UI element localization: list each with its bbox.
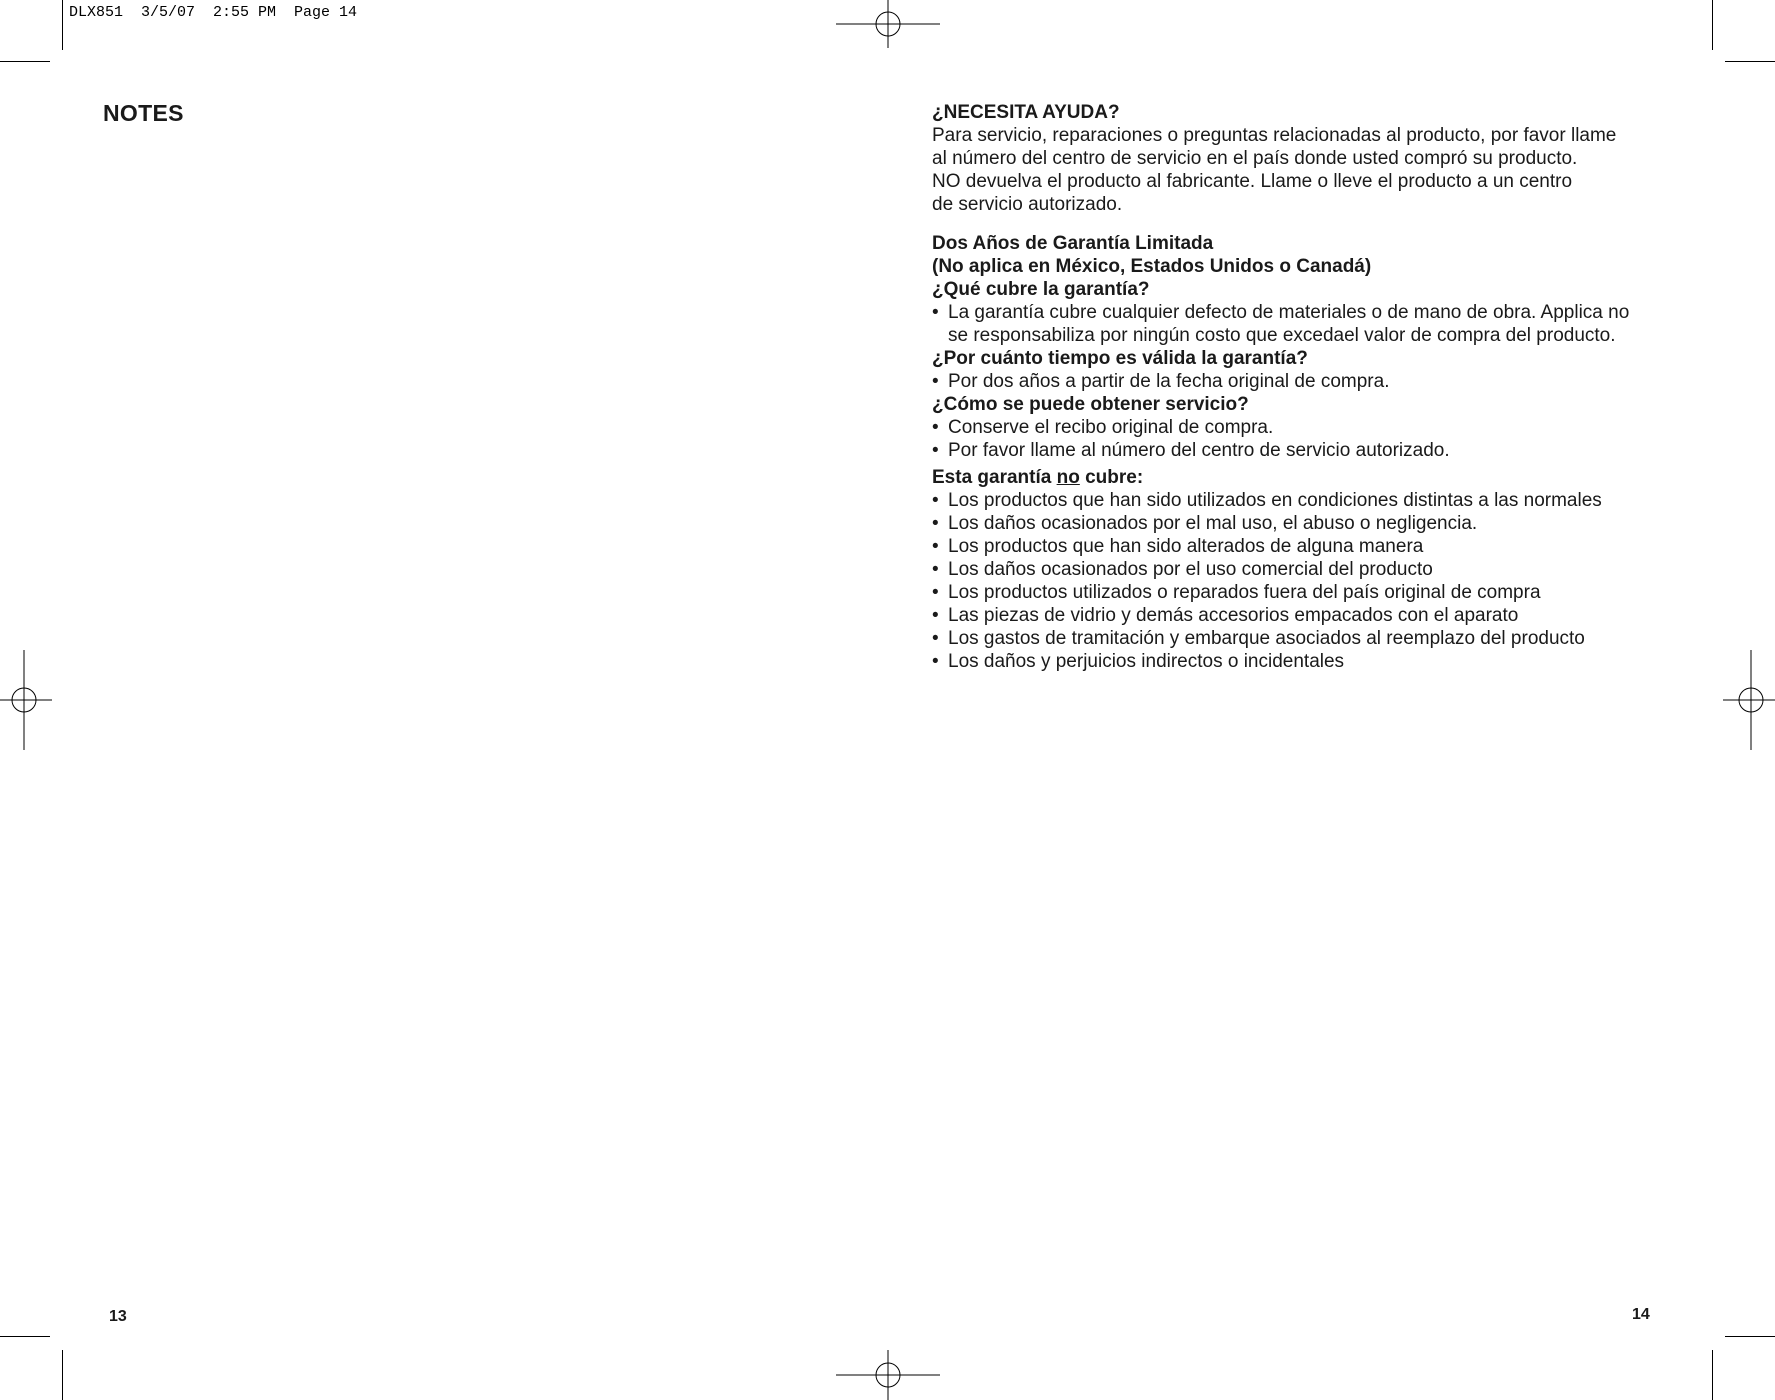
- registration-mark-top: [836, 0, 940, 50]
- not-covered-suffix: cubre:: [1079, 467, 1144, 488]
- crop-mark: [1725, 1336, 1775, 1337]
- duration-question: ¿Por cuánto tiempo es válida la garantía?: [932, 348, 1308, 369]
- coverage-answer: [932, 301, 1672, 347]
- service-answer: • Por favor llame al número del centro de servicio autorizado.: [932, 439, 1672, 462]
- help-line: Para servicio, reparaciones o preguntas relacionadas al producto, por favor llame: [932, 125, 1617, 146]
- crop-mark: [1712, 0, 1713, 50]
- not-covered-item: • Los daños ocasionados por el uso comercial del producto: [932, 558, 1672, 581]
- warranty-title: Dos Años de Garantía Limitada: [932, 233, 1214, 254]
- not-covered-item: • Las piezas de vidrio y demás accesorios empacados con el aparato: [932, 604, 1672, 627]
- help-line: de servicio autorizado.: [932, 194, 1123, 215]
- crop-mark: [62, 1350, 63, 1400]
- service-question: ¿Cómo se puede obtener servicio?: [932, 394, 1249, 415]
- coverage-answer-line: se responsabiliza por ningún costo que excedael valor de compra del producto.: [948, 325, 1616, 346]
- coverage-question: ¿Qué cubre la garantía?: [932, 279, 1150, 300]
- coverage-answer-line: • La garantía cubre cualquier defecto de materiales o de mano de obra. Applica no: [948, 302, 1630, 323]
- crop-mark: [0, 1336, 50, 1337]
- page-number-right: 14: [1632, 1306, 1650, 1323]
- not-covered-heading: [932, 466, 1672, 489]
- crop-mark: [0, 61, 50, 62]
- registration-mark-bottom: [836, 1350, 940, 1400]
- warranty-subtitle: (No aplica en México, Estados Unidos o Canadá): [932, 256, 1372, 277]
- not-covered-item: • Los productos que han sido alterados de alguna manera: [932, 535, 1672, 558]
- not-covered-item: • Los gastos de tramitación y embarque asociados al reemplazo del producto: [932, 627, 1672, 650]
- service-answer: • Conserve el recibo original de compra.: [932, 416, 1672, 439]
- warranty-section: [932, 232, 1672, 673]
- not-covered-prefix: Esta garantía: [932, 467, 1057, 488]
- not-covered-underlined: no: [1056, 467, 1080, 488]
- warranty-column: [932, 101, 1672, 673]
- not-covered-item: • Los productos utilizados o reparados fuera del país original de compra: [932, 581, 1672, 604]
- not-covered-item: • Los productos que han sido utilizados en condiciones distintas a las normales: [932, 489, 1672, 512]
- not-covered-item: • Los daños ocasionados por el mal uso, el abuso o negligencia.: [932, 512, 1672, 535]
- help-line: al número del centro de servicio en el país donde usted compró su producto.: [932, 148, 1578, 169]
- notes-title: NOTES: [103, 100, 184, 126]
- registration-mark-right: [1723, 650, 1775, 750]
- crop-mark: [62, 0, 63, 50]
- printer-slug: DLX851 3/5/07 2:55 PM Page 14: [69, 4, 358, 21]
- help-section: [932, 101, 1672, 216]
- not-covered-item: • Los daños y perjuicios indirectos o incidentales: [932, 650, 1672, 673]
- help-heading: ¿NECESITA AYUDA?: [932, 102, 1120, 123]
- crop-mark: [1712, 1350, 1713, 1400]
- page-number-left: 13: [109, 1308, 127, 1325]
- duration-answer: • Por dos años a partir de la fecha original de compra.: [932, 370, 1672, 393]
- crop-mark: [1725, 61, 1775, 62]
- help-line: NO devuelva el producto al fabricante. Llame o lleve el producto a un centro: [932, 171, 1573, 192]
- registration-mark-left: [0, 650, 52, 750]
